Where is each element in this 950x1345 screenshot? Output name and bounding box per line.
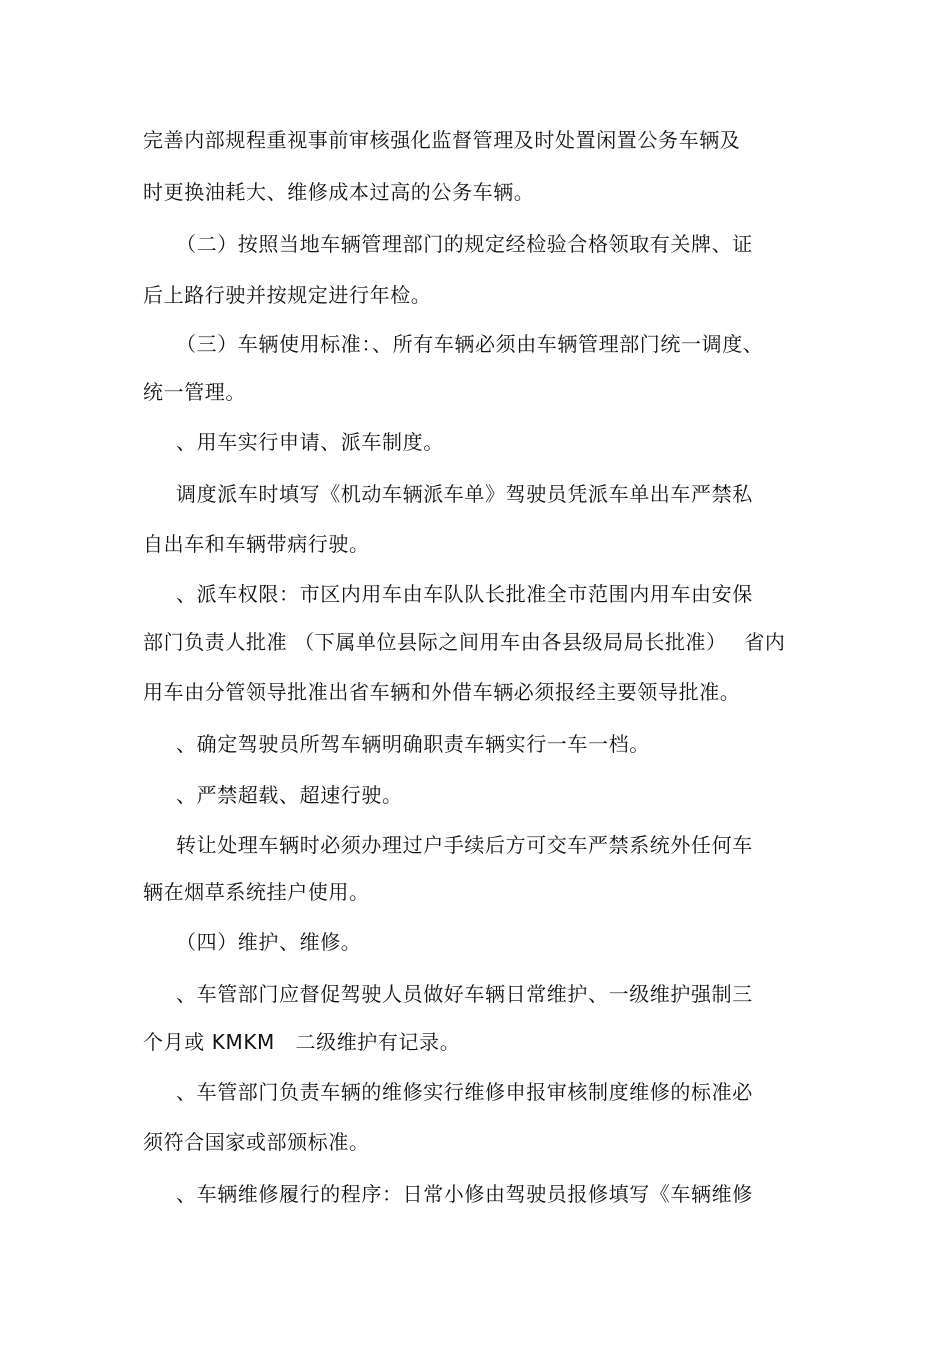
text-line-21: 须符合国家或部颁标准。 <box>143 1130 370 1154</box>
text-line-22: 、车辆维修履行的程序：日常小修由驾驶员报修填写《车辆维修 <box>176 1182 753 1206</box>
text-line-17: （四）维护、维修。 <box>176 930 362 954</box>
text-line-19: 个月或 KMKM 二级维护有记录。 <box>143 1030 461 1054</box>
text-line-4: 后上路行驶并按规定进行年检。 <box>143 283 432 307</box>
text-line-12: 用车由分管领导批准出省车辆和外借车辆必须报经主要领导批准。 <box>143 680 741 704</box>
text-line-3: （二）按照当地车辆管理部门的规定经检验合格领取有关牌、证 <box>176 232 753 256</box>
text-line-13: 、确定驾驶员所驾车辆明确职责车辆实行一车一档。 <box>176 732 650 756</box>
text-line-20: 、车管部门负责车辆的维修实行维修申报审核制度维修的标准必 <box>176 1080 753 1104</box>
text-line-8: 调度派车时填写《机动车辆派车单》驾驶员凭派车单出车严禁私 <box>176 482 753 506</box>
text-line-2: 时更换油耗大、维修成本过高的公务车辆。 <box>143 180 535 204</box>
text-line-6: 统一管理。 <box>143 380 246 404</box>
text-line-16: 辆在烟草系统挂户使用。 <box>143 880 370 904</box>
text-line-11: 部门负责人批准 （下属单位县际之间用车由各县级局局长批准） 省内 <box>143 630 786 654</box>
text-line-10: 、派车权限：市区内用车由车队队长批准全市范围内用车由安保 <box>176 582 753 606</box>
text-line-15: 转让处理车辆时必须办理过户手续后方可交车严禁系统外任何车 <box>176 833 753 857</box>
text-line-7: 、用车实行申请、派车制度。 <box>176 430 444 454</box>
text-line-5: （三）车辆使用标准：、所有车辆必须由车辆管理部门统一调度、 <box>176 332 764 356</box>
text-line-1: 完善内部规程重视事前审核强化监督管理及时处置闲置公务车辆及 <box>143 128 741 152</box>
text-line-18: 、车管部门应督促驾驶人员做好车辆日常维护、一级维护强制三 <box>176 982 753 1006</box>
text-line-9: 自出车和车辆带病行驶。 <box>143 532 370 556</box>
text-line-14: 、严禁超载、超速行驶。 <box>176 783 403 807</box>
